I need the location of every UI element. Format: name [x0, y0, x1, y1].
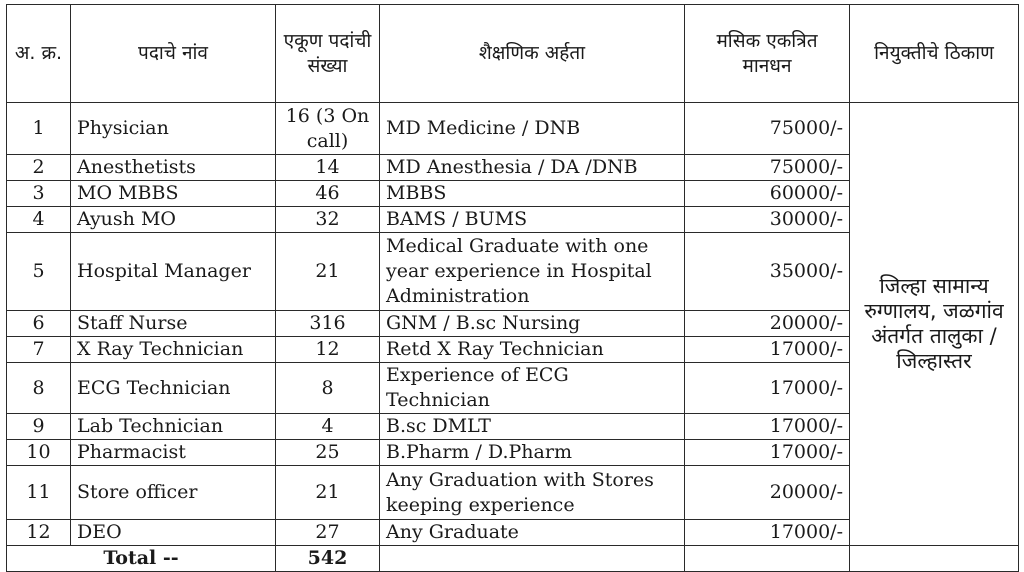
row-number: 6 [7, 311, 71, 337]
empty-cell [380, 546, 685, 572]
post-name: Staff Nurse [71, 311, 276, 337]
post-name: Physician [71, 103, 276, 155]
qualification: Medical Graduate with one year experience in Hospital Administration [380, 233, 685, 311]
posts-table [6, 4, 1019, 572]
row-number: 11 [7, 466, 71, 520]
header-salary: मसिक एकत्रित मानधन [685, 5, 850, 103]
salary: 35000/- [685, 233, 850, 311]
post-count: 27 [276, 520, 380, 546]
post-count: 316 [276, 311, 380, 337]
qualification: B.Pharm / D.Pharm [380, 440, 685, 466]
place-of-appointment: जिल्हा सामान्य रुग्णालय, जळगांव अंतर्गत तालुका / जिल्हास्तर [850, 103, 1019, 546]
post-name: ECG Technician [71, 363, 276, 414]
row-number: 7 [7, 337, 71, 363]
salary: 17000/- [685, 440, 850, 466]
salary: 17000/- [685, 363, 850, 414]
post-name: Lab Technician [71, 414, 276, 440]
post-count: 21 [276, 466, 380, 520]
total-row [7, 546, 1019, 572]
table-row [7, 103, 1019, 155]
row-number: 5 [7, 233, 71, 311]
header-sr-no: अ. क्र. [7, 5, 71, 103]
post-name: MO MBBS [71, 181, 276, 207]
salary: 17000/- [685, 520, 850, 546]
qualification: BAMS / BUMS [380, 207, 685, 233]
row-number: 12 [7, 520, 71, 546]
post-name: Pharmacist [71, 440, 276, 466]
salary: 75000/- [685, 155, 850, 181]
post-name: Anesthetists [71, 155, 276, 181]
total-label: Total -- [7, 546, 276, 572]
total-value: 542 [276, 546, 380, 572]
post-name: Hospital Manager [71, 233, 276, 311]
qualification: MBBS [380, 181, 685, 207]
post-count: 14 [276, 155, 380, 181]
post-count: 32 [276, 207, 380, 233]
row-number: 1 [7, 103, 71, 155]
row-number: 4 [7, 207, 71, 233]
salary: 17000/- [685, 414, 850, 440]
qualification: B.sc DMLT [380, 414, 685, 440]
empty-cell [685, 546, 850, 572]
qualification: Any Graduate [380, 520, 685, 546]
row-number: 2 [7, 155, 71, 181]
salary: 60000/- [685, 181, 850, 207]
header-qualification: शैक्षणिक अर्हता [380, 5, 685, 103]
empty-cell [850, 546, 1019, 572]
post-count: 16 (3 On call) [276, 103, 380, 155]
salary: 17000/- [685, 337, 850, 363]
qualification: Experience of ECG Technician [380, 363, 685, 414]
header-post-name: पदाचे नांव [71, 5, 276, 103]
qualification: GNM / B.sc Nursing [380, 311, 685, 337]
post-count: 21 [276, 233, 380, 311]
qualification: MD Anesthesia / DA /DNB [380, 155, 685, 181]
row-number: 8 [7, 363, 71, 414]
salary: 20000/- [685, 311, 850, 337]
salary: 30000/- [685, 207, 850, 233]
header-total-posts: एकूण पदांची संख्या [276, 5, 380, 103]
post-count: 8 [276, 363, 380, 414]
header-row [7, 5, 1019, 103]
post-count: 4 [276, 414, 380, 440]
qualification: Any Graduation with Stores keeping experience [380, 466, 685, 520]
salary: 75000/- [685, 103, 850, 155]
post-name: Ayush MO [71, 207, 276, 233]
post-count: 12 [276, 337, 380, 363]
post-count: 46 [276, 181, 380, 207]
row-number: 10 [7, 440, 71, 466]
row-number: 3 [7, 181, 71, 207]
post-name: DEO [71, 520, 276, 546]
qualification: Retd X Ray Technician [380, 337, 685, 363]
salary: 20000/- [685, 466, 850, 520]
post-name: X Ray Technician [71, 337, 276, 363]
post-count: 25 [276, 440, 380, 466]
qualification: MD Medicine / DNB [380, 103, 685, 155]
header-place: नियुक्तीचे ठिकाण [850, 5, 1019, 103]
row-number: 9 [7, 414, 71, 440]
post-name: Store officer [71, 466, 276, 520]
